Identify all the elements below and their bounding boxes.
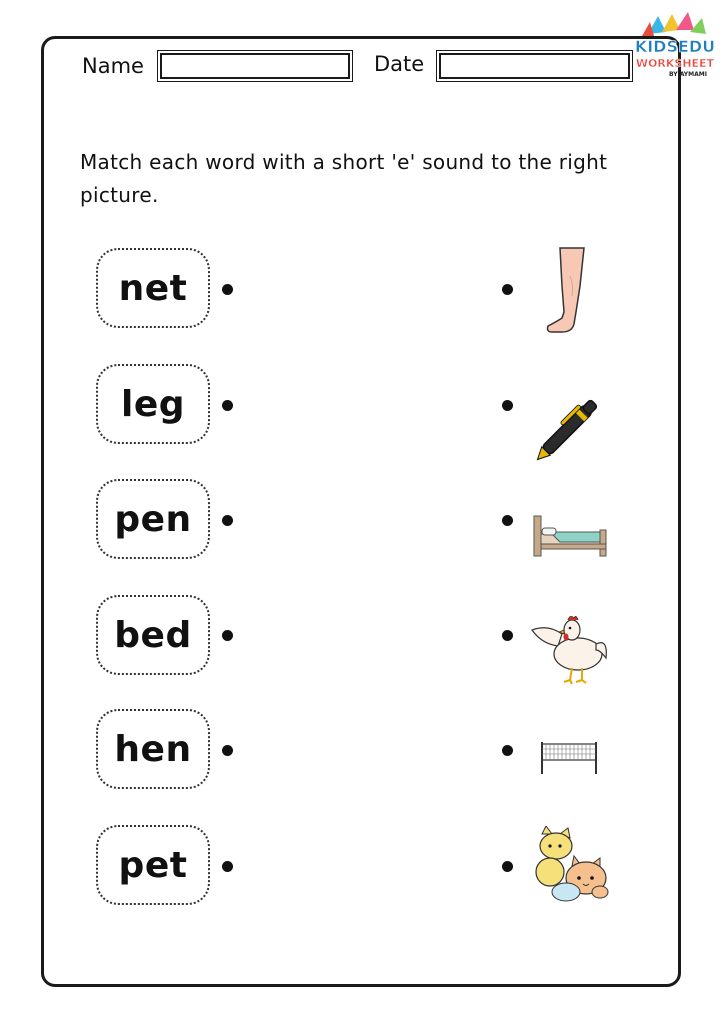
date-label: Date <box>374 52 425 76</box>
word-dot[interactable] <box>222 515 233 526</box>
picture-dot[interactable] <box>502 745 513 756</box>
picture-dot[interactable] <box>502 630 513 641</box>
word-card-bed: bed <box>96 595 210 675</box>
picture-dot[interactable] <box>502 284 513 295</box>
leg-picture <box>540 246 590 336</box>
word-card-leg: leg <box>96 364 210 444</box>
instructions-text: Match each word with a short 'e' sound to the right picture. <box>80 150 608 207</box>
word-dot[interactable] <box>222 861 233 872</box>
name-label: Name <box>82 54 144 78</box>
word-card-pen: pen <box>96 479 210 559</box>
kidsedu-logo <box>632 12 718 78</box>
hen-picture <box>528 610 610 686</box>
logo-line3: BY AYMAMI <box>669 71 707 78</box>
picture-dot[interactable] <box>502 515 513 526</box>
word-dot[interactable] <box>222 630 233 641</box>
date-field[interactable] <box>439 53 630 79</box>
picture-dot[interactable] <box>502 861 513 872</box>
pen-picture <box>530 390 610 464</box>
word-card-hen: hen <box>96 709 210 789</box>
word-dot[interactable] <box>222 745 233 756</box>
picture-dot[interactable] <box>502 400 513 411</box>
pets-picture <box>530 826 612 904</box>
bed-picture <box>530 512 610 558</box>
logo-line2: WORKSHEET <box>635 57 715 70</box>
logo-line1: KIDSEDU <box>634 37 716 56</box>
name-field[interactable] <box>160 53 350 79</box>
word-card-net: net <box>96 248 210 328</box>
word-dot[interactable] <box>222 284 233 295</box>
word-dot[interactable] <box>222 400 233 411</box>
word-card-pet: pet <box>96 825 210 905</box>
net-picture <box>536 740 602 776</box>
